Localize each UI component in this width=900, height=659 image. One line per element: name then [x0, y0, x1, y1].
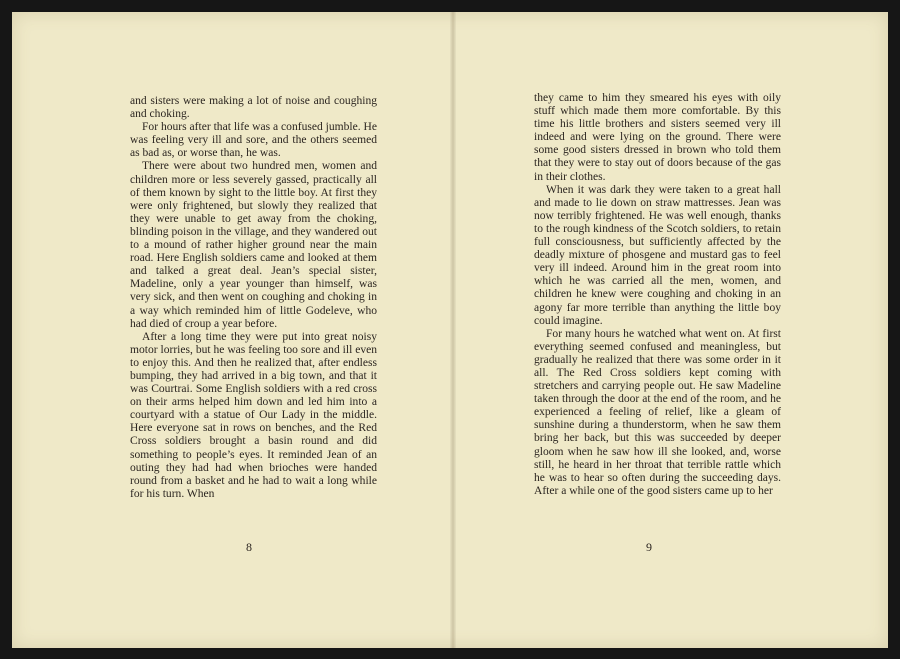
right-page-text	[534, 92, 781, 498]
paragraph: After a long time they were put into great noisy motor lorries, but he was feeling too sore and ill even to enjoy this. And then he realized that, after endless bumping, they had arrived in a big town, and that it was Courtrai. Some English soldiers with a red cross on their arms helped him down and led him into a courtyard with a statue of Our Lady in the middle. Here everyone sat in rows on benches, and the Red Cross soldiers brought a basin round and did something to people’s eyes. It reminded Jean of an outing they had had when brioches were handed round from a basket and he had to wait a long while for his turn. When	[130, 330, 377, 500]
paragraph: When it was dark they were taken to a great hall and made to lie down on straw mattresses. Jean was now terribly frightened. He was well enough, thanks to the rough kindness of the Scotch soldiers, to retain full consciousness, but sufficiently affected by the deadly mixture of phosgene and mustard gas to feel very ill indeed. Around him in the great room into which he was carried all the men, women, and children he knew were coughing and choking in an agony far more terrible than anything the little boy could imagine.	[534, 183, 781, 327]
paragraph: they came to him they smeared his eyes with oily stuff which made them more comfortable. By this time his little brothers and sisters seemed very ill indeed and were lying on the ground. There were some good sisters dressed in brown who told them that they were to stay out of doors because of the gas in their clothes.	[534, 92, 781, 183]
page-number: 8	[246, 540, 252, 554]
left-page	[12, 12, 450, 648]
paragraph: and sisters were making a lot of noise and coughing and choking.	[130, 95, 377, 121]
paragraph: For hours after that life was a confused jumble. He was feeling very ill and sore, and the others seemed as bad as, or worse than, he was.	[130, 121, 377, 160]
book-spread	[12, 12, 888, 648]
right-page	[456, 12, 888, 648]
page-number: 9	[646, 540, 652, 554]
left-page-text	[130, 95, 377, 501]
paragraph: There were about two hundred men, women and children more or less severely gassed, practically all of them known by sight to the little boy. At first they were only frightened, but slowly they realized that they were unable to get away from the choking, blinding poison in the village, and they wandered out to a mound of rather higher ground near the main road. Here English soldiers came and looked at them and talked a great deal. Jean’s special sister, Madeline, only a year younger than himself, was very sick, and then went on coughing and choking in a way which reminded him of little Godeleve, who had died of croup a year before.	[130, 160, 377, 330]
paragraph: For many hours he watched what went on. At first everything seemed confused and meaningless, but gradually he realized that there was some order in it all. The Red Cross soldiers kept coming with stretchers and carrying people out. He saw Madeline taken through the door at the end of the room, and he experienced a feeling of relief, like a gleam of sunshine during a thunderstorm, when he saw them bring her back, but this was succeeded by deeper gloom when he saw how ill she looked, and, worse still, he heard in her throat that terrible rattle which he was to hear so often during the succeeding days. After a while one of the good sisters came up to her	[534, 327, 781, 497]
